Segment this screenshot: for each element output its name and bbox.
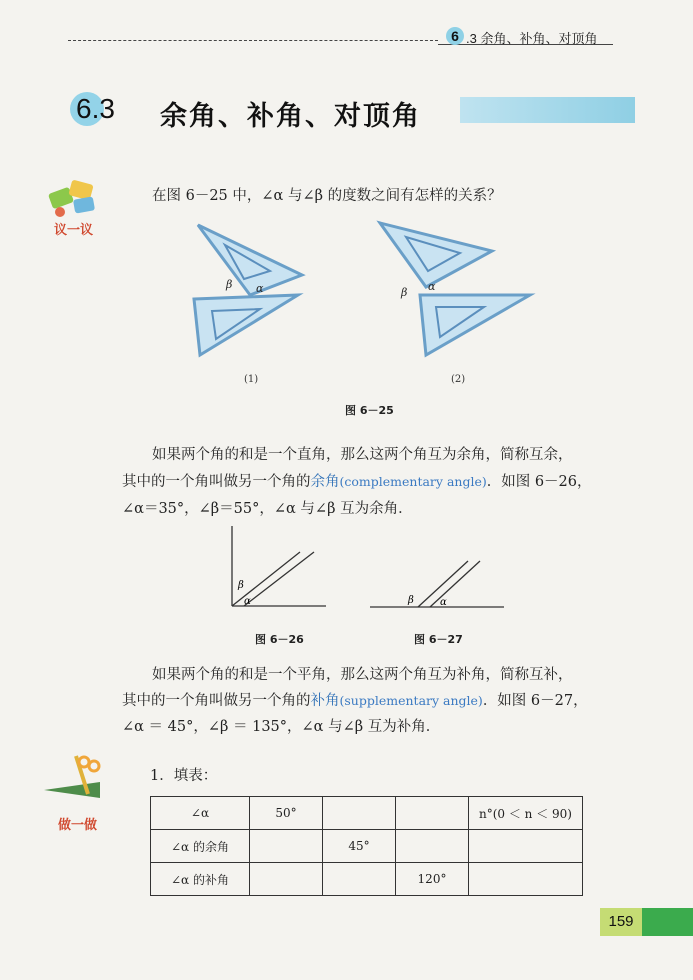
figure-6-25 (180, 215, 540, 365)
header-section-title: .3 余角、补角、对顶角 (466, 31, 598, 46)
figure-6-27 (368, 555, 508, 615)
table-cell: 120° (396, 863, 469, 896)
svg-text:β: β (408, 595, 414, 606)
set-square-top-right (380, 223, 492, 287)
paragraph2-line2: 其中的一个角叫做另一个角的补角(supplementary angle)．如图 6－27， (122, 693, 588, 709)
paragraph1-line1: 如果两个角的和是一个直角，那么这两个角互为余角，简称互余， (152, 447, 573, 463)
fig25-sublabel-2: (2) (451, 374, 466, 385)
table-cell[interactable] (323, 797, 396, 830)
section-number-rest: .3 (91, 93, 115, 124)
table-cell: n°(0 ＜ n ＜ 90) (469, 797, 583, 830)
table-cell[interactable] (250, 830, 323, 863)
term-complementary: 余角 (310, 474, 340, 490)
discuss-question: 在图 6－25 中，∠α 与∠β 的度数之间有怎样的关系？ (152, 188, 502, 204)
paragraph1-line2: 其中的一个角叫做另一个角的余角(complementary angle)．如图 6－26， (122, 474, 592, 490)
paragraph2-line3: ∠α ＝ 45°，∠β ＝ 135°，∠α 与∠β 互为补角． (122, 719, 441, 735)
fig25-left-beta: β (226, 278, 233, 291)
svg-text:α: α (244, 596, 251, 607)
do-badge-label: 做一做 (58, 818, 98, 833)
table-cell[interactable] (396, 797, 469, 830)
figure-6-26 (222, 522, 332, 614)
section-number: 6.3 (76, 93, 115, 124)
fig25-right-alpha: α (428, 280, 436, 293)
table-cell: ∠α 的余角 (151, 830, 250, 863)
table-cell[interactable] (469, 830, 583, 863)
paragraph2-line1: 如果两个角的和是一个平角，那么这两个角互为补角，简称互补， (152, 667, 573, 683)
section-title-bar (460, 97, 635, 123)
set-square-bottom-right (420, 295, 530, 355)
svg-text:α: α (440, 597, 447, 608)
set-square-bottom-left (194, 295, 298, 355)
discuss-badge-label: 议一议 (54, 223, 94, 238)
table-row (151, 863, 583, 896)
table-cell: 50° (250, 797, 323, 830)
table-cell[interactable] (469, 863, 583, 896)
table-cell: 45° (323, 830, 396, 863)
fig25-sublabel-1: (1) (244, 374, 259, 385)
table-cell: ∠α (151, 797, 250, 830)
table-cell[interactable] (250, 863, 323, 896)
term-complementary-en: (complementary angle) (339, 474, 487, 489)
fill-table (150, 796, 583, 896)
set-square-top-left (198, 225, 302, 295)
discuss-icon (44, 172, 104, 224)
term-supplementary-en: (supplementary angle) (339, 693, 483, 708)
table-row (151, 797, 583, 830)
fig25-left-alpha: α (256, 282, 264, 295)
fig27-caption: 图 6－27 (414, 633, 463, 646)
table-cell[interactable] (323, 863, 396, 896)
exercise-item-label: 1．填表： (150, 768, 218, 784)
do-icon (40, 752, 104, 814)
fig26-caption: 图 6－26 (255, 633, 304, 646)
fig25-right-beta: β (401, 286, 408, 299)
svg-text:β: β (238, 580, 244, 591)
page-number: 159 (600, 908, 642, 936)
table-row (151, 830, 583, 863)
header-rule (68, 40, 438, 41)
header-section-number: 6 (446, 27, 464, 45)
section-title: 余角、补角、对顶角 (160, 101, 421, 132)
fig25-caption: 图 6－25 (345, 404, 394, 417)
term-supplementary: 补角 (310, 693, 340, 709)
paragraph1-line3: ∠α＝35°，∠β＝55°，∠α 与∠β 互为余角． (122, 501, 413, 517)
table-cell: ∠α 的补角 (151, 863, 250, 896)
table-cell[interactable] (396, 830, 469, 863)
